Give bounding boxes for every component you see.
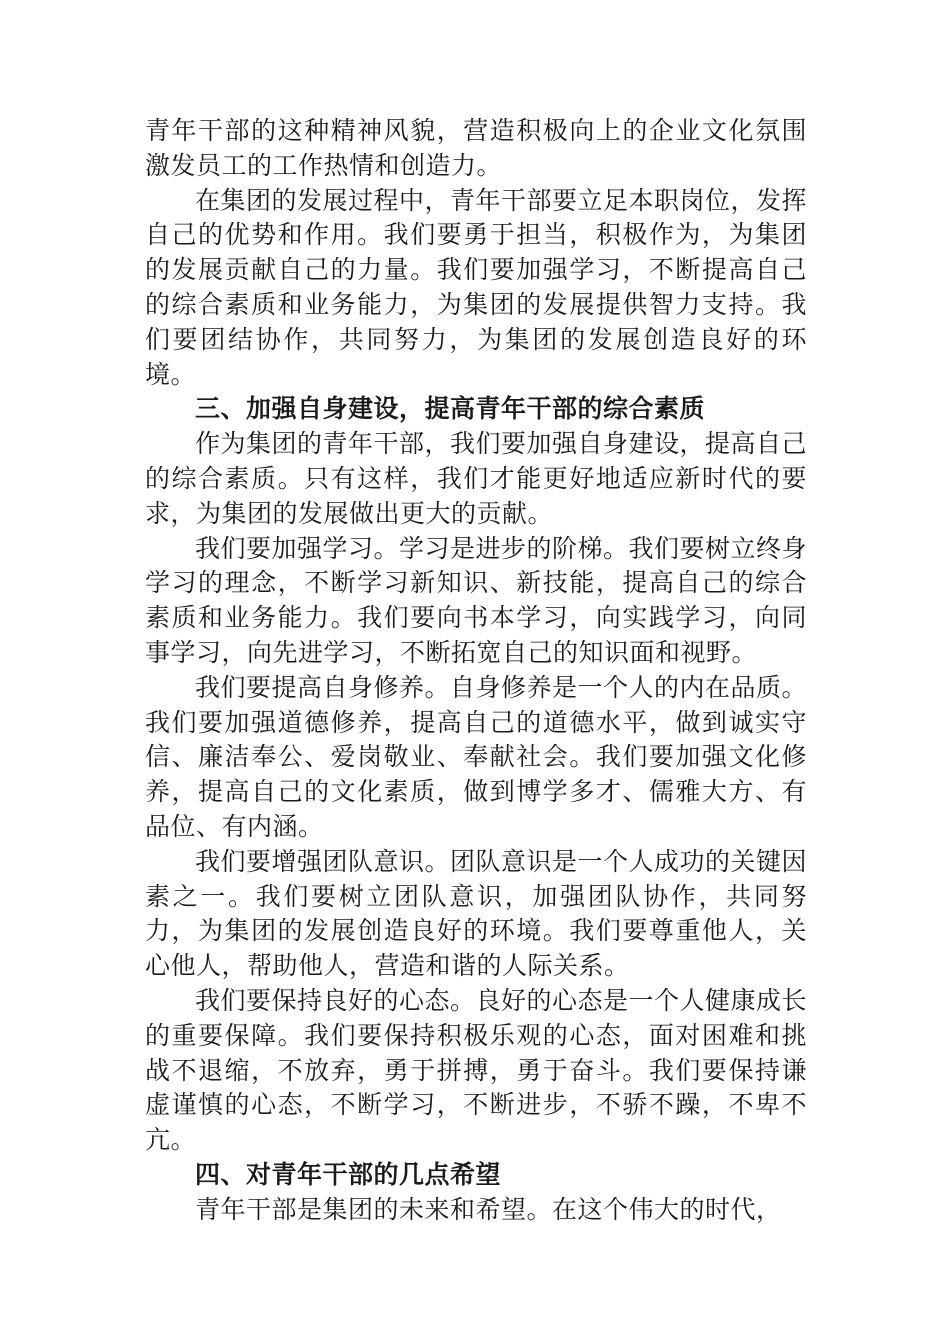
section-heading-3: 三、加强自身建设，提高青年干部的综合素质 bbox=[195, 394, 706, 424]
paragraph-3-4: 我们要增强团队意识。团队意识是一个人成功的关键因素之一。我们要树立团队意识，加强团队协作，共同努力，为集团的发展创造良好的环境。我们要尊重他人，关心他人，帮助他人，营造和谐的人际关系。 bbox=[145, 846, 808, 981]
paragraph-section2-end: 在集团的发展过程中，青年干部要立足本职岗位，发挥自己的优势和作用。我们要勇于担当，积极作为，为集团的发展贡献自己的力量。我们要加强学习，不断提高自己的综合素质和业务能力，为集团的发展提供智力支持。我们要团结协作，共同努力，为集团的发展创造良好的环境。 bbox=[145, 185, 808, 389]
paragraph-4-1: 青年干部是集团的未来和希望。在这个伟大的时代， bbox=[195, 1194, 782, 1224]
paragraph-3-1: 作为集团的青年干部，我们要加强自身建设，提高自己的综合素质。只有这样，我们才能更好地适应新时代的要求，为集团的发展做出更大的贡献。 bbox=[145, 429, 808, 528]
paragraph-3-2: 我们要加强学习。学习是进步的阶梯。我们要树立终身学习的理念，不断学习新知识、新技能，提高自己的综合素质和业务能力。我们要向书本学习，向实践学习，向同事学习，向先进学习，不断拓宽自己的知识面和视野。 bbox=[145, 533, 808, 667]
document-page bbox=[145, 114, 807, 1228]
paragraph-3-5: 我们要保持良好的心态。良好的心态是一个人健康成长的重要保障。我们要保持积极乐观的心态，面对困难和挑战不退缩，不放弃，勇于拼搏，勇于奋斗。我们要保持谦虚谨慎的心态，不断学习，不断进步，不骄不躁，不卑不亢。 bbox=[145, 985, 808, 1155]
section-heading-4: 四、对青年干部的几点希望 bbox=[195, 1159, 502, 1189]
paragraph-3-3: 我们要提高自身修养。自身修养是一个人的内在品质。我们要加强道德修养，提高自己的道德水平，做到诚实守信、廉洁奉公、爱岗敬业、奉献社会。我们要加强文化修养，提高自己的文化素质，做到博学多才、儒雅大方、有品位、有内涵。 bbox=[145, 672, 808, 841]
paragraph-intro-continued: 青年干部的这种精神风貌，营造积极向上的企业文化氛围激发员工的工作热情和创造力。 bbox=[145, 116, 807, 180]
